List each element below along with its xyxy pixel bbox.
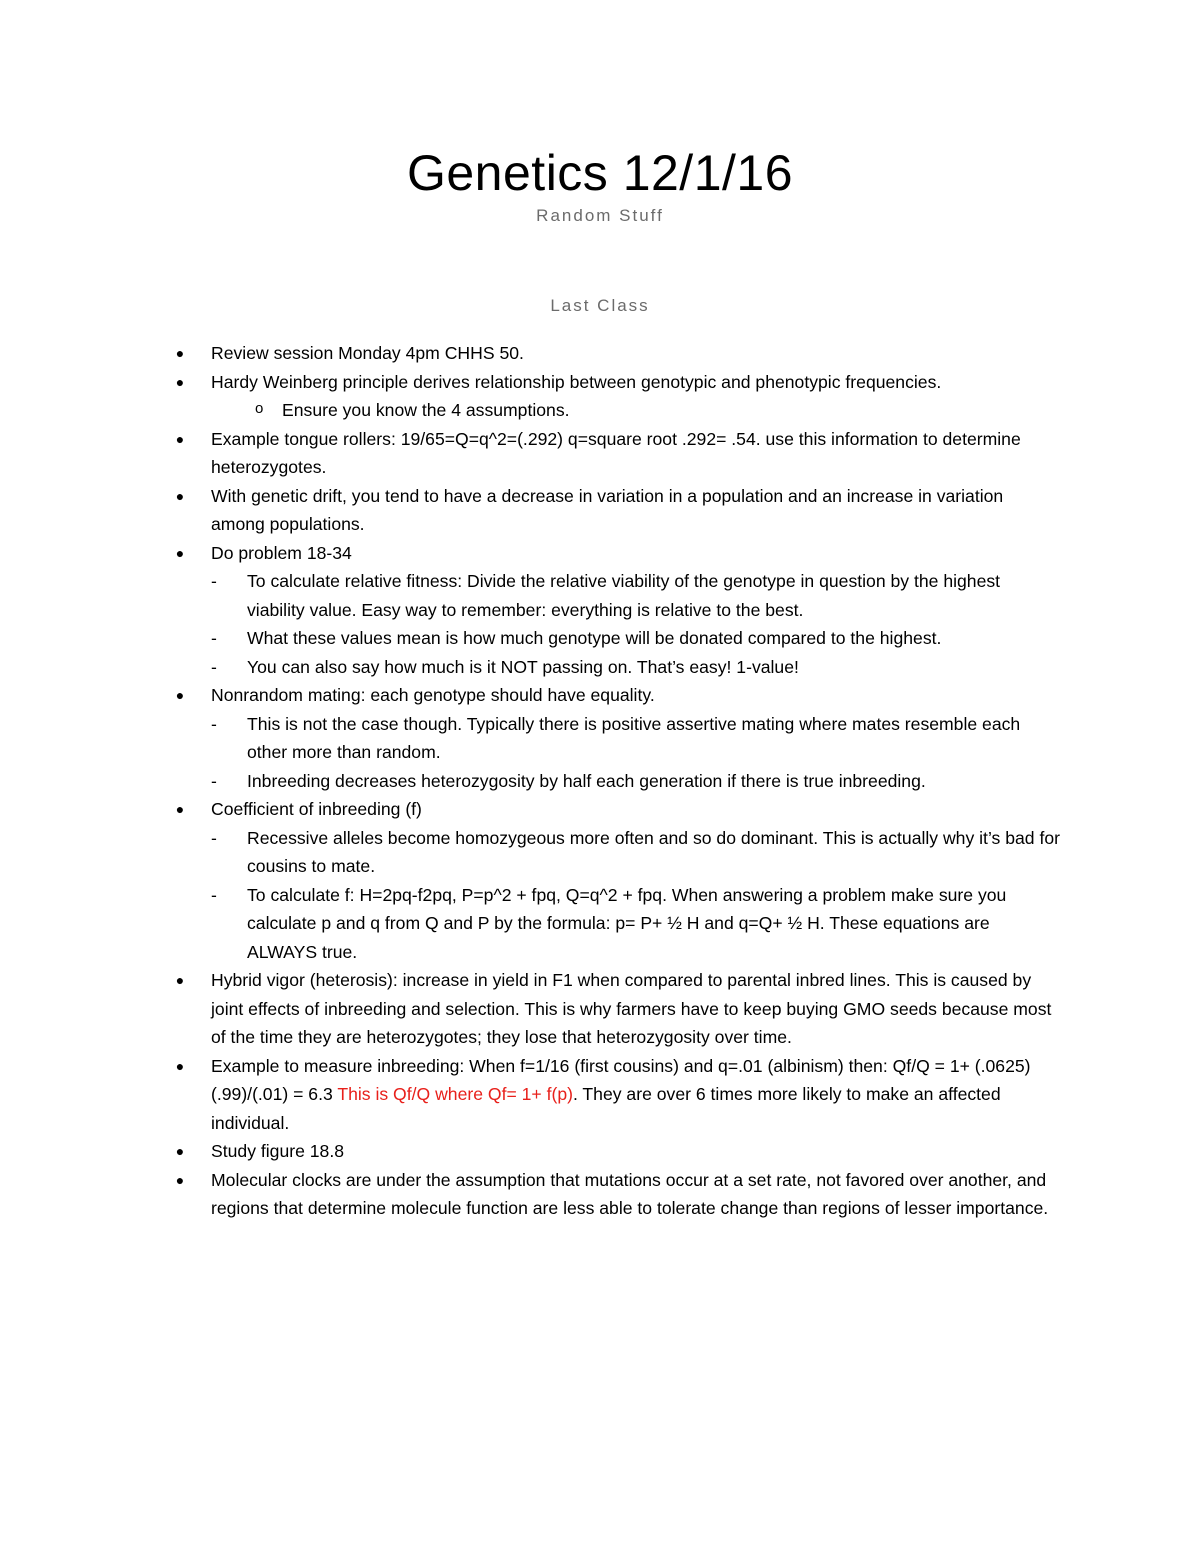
dash-bullet-icon: - bbox=[211, 713, 217, 734]
sub-list-item-text: To calculate f: H=2pq-f2pq, P=p^2 + fpq, Q=q^2 + fpq. When answering a problem make sure you calculate p and q from Q and P by the formula: p= P+ ½ H and q=Q+ ½ H. These equations are ALWAYS true. bbox=[247, 884, 1007, 962]
bullet-icon: ● bbox=[175, 430, 185, 447]
sub-list-item bbox=[211, 881, 1061, 967]
list-item bbox=[175, 1166, 1061, 1223]
document-title: Genetics 12/1/16 bbox=[406, 145, 794, 201]
circle-bullet-icon: o bbox=[255, 400, 264, 417]
list-item bbox=[175, 1137, 1061, 1166]
sub-list-item-text: What these values mean is how much genotype will be donated compared to the highest. bbox=[247, 628, 942, 648]
list-item-text: Review session Monday 4pm CHHS 50. bbox=[211, 343, 524, 363]
sub-list-item bbox=[211, 396, 1061, 425]
sub-list-item-text: This is not the case though. Typically there is positive assertive mating where mates resemble each other more than random. bbox=[247, 713, 1021, 762]
bullet-icon: ● bbox=[175, 801, 185, 817]
bullet-icon: ● bbox=[175, 373, 185, 390]
list-item bbox=[175, 966, 1061, 1052]
list-item bbox=[175, 795, 1061, 966]
dash-bullet-icon: - bbox=[211, 884, 217, 905]
sub-list-item-text: Inbreeding decreases heterozygosity by half each generation if there is true inbreeding. bbox=[247, 770, 926, 791]
list-item bbox=[175, 368, 1061, 425]
sub-list-item bbox=[211, 710, 1061, 767]
list-item-text: Hardy Weinberg principle derives relationship between genotypic and phenotypic frequencies. bbox=[211, 371, 942, 392]
list-item bbox=[175, 482, 1061, 539]
list-item-text: Study figure 18.8 bbox=[211, 1141, 345, 1161]
sub-list-item bbox=[211, 767, 1061, 796]
sub-list-item-text: Ensure you know the 4 assumptions. bbox=[282, 400, 570, 420]
sub-list-item-text: You can also say how much is it NOT passing on. That’s easy! 1-value! bbox=[247, 656, 799, 677]
sub-list bbox=[211, 824, 1061, 967]
dash-bullet-icon: - bbox=[211, 827, 217, 848]
bullet-icon: ● bbox=[175, 487, 185, 504]
sub-list bbox=[211, 396, 1061, 425]
dash-bullet-icon: - bbox=[211, 770, 217, 791]
bullet-icon: ● bbox=[175, 345, 185, 361]
sub-list-item bbox=[211, 824, 1061, 881]
dash-bullet-icon: - bbox=[211, 628, 217, 648]
list-item-text bbox=[211, 1056, 1031, 1133]
list-item-text: With genetic drift, you tend to have a decrease in variation in a population and an increase in variation among populations. bbox=[211, 485, 1004, 534]
section-heading: Last Class bbox=[550, 296, 650, 315]
sub-list-item bbox=[211, 624, 1061, 653]
list-item bbox=[175, 339, 1061, 368]
list-item bbox=[175, 681, 1061, 795]
list-item-text: Do problem 18-34 bbox=[211, 542, 352, 563]
dash-bullet-icon: - bbox=[211, 656, 217, 677]
sub-list bbox=[211, 567, 1061, 681]
list-item-text: Nonrandom mating: each genotype should have equality. bbox=[211, 685, 655, 705]
bullet-icon: ● bbox=[175, 1171, 185, 1188]
sub-list-item-text: To calculate relative fitness: Divide the relative viability of the genotype in question by the highest viability value. Easy way to remember: everything is relative to the best. bbox=[247, 571, 1001, 620]
highlighted-formula: This is Qf/Q where Qf= 1+ f(p) bbox=[337, 1084, 573, 1104]
sub-list-item-text: Recessive alleles become homozygeous more often and so do dominant. This is actually why it’s bad for cousins to mate. bbox=[247, 827, 1060, 876]
bullet-icon: ● bbox=[175, 1057, 185, 1074]
list-item bbox=[175, 1052, 1061, 1138]
list-item-text: Molecular clocks are under the assumption that mutations occur at a set rate, not favored over another, and regions that determine molecule function are less able to tolerate change than regions of lesser importance. bbox=[211, 1169, 1049, 1218]
sub-list bbox=[211, 710, 1061, 796]
document-subtitle: Random Stuff bbox=[536, 206, 664, 225]
bullet-icon: ● bbox=[175, 1143, 185, 1159]
list-item-text-before: Example to measure inbreeding: When f=1/16 (first cousins) and q=.01 (albinism) then: Qf/Q = 1+ (.0625)(.99)/(.01) = 6.3 bbox=[211, 1055, 1031, 1104]
list-item bbox=[175, 539, 1061, 682]
sub-list-item bbox=[211, 567, 1061, 624]
list-item-text: Example tongue rollers: 19/65=Q=q^2=(.292) q=square root .292= .54. use this information to determine heterozygotes. bbox=[211, 428, 1021, 477]
list-item-text: Coefficient of inbreeding (f) bbox=[211, 799, 422, 819]
bullet-icon: ● bbox=[175, 972, 185, 988]
list-item bbox=[175, 425, 1061, 482]
bullet-icon: ● bbox=[175, 687, 185, 703]
dash-bullet-icon: - bbox=[211, 571, 217, 591]
list-item-text-after: . They are over 6 times more likely to make an affected individual. bbox=[211, 1084, 1001, 1133]
list-item-text: Hybrid vigor (heterosis): increase in yield in F1 when compared to parental inbred lines. This is caused by joint effects of inbreeding and selection. This is why farmers have to keep buying GMO seeds because most of the time they are heterozygotes; they lose that heterozygosity over time. bbox=[211, 970, 1052, 1047]
bullet-icon: ● bbox=[175, 544, 185, 561]
sub-list-item bbox=[211, 653, 1061, 682]
notes-list bbox=[175, 339, 1061, 1223]
